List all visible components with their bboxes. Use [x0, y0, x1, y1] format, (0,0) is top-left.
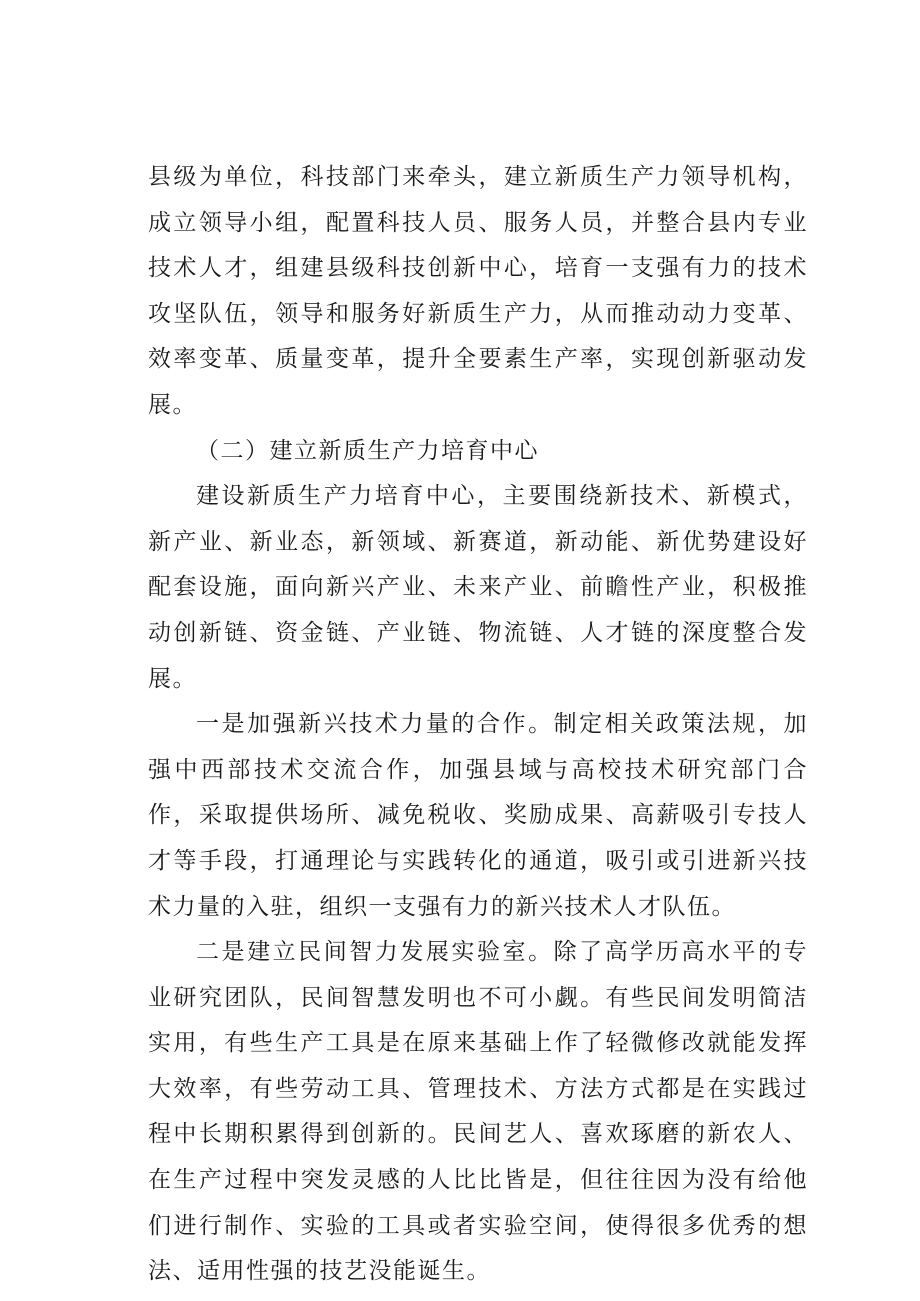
- section-heading: （二）建立新质生产力培育中心: [196, 437, 539, 464]
- paragraph-continued: 县级为单位，科技部门来牵头，建立新质生产力领导机构，成立领导小组，配置科技人员、服务人员，并整合县内专业技术人才，组建县级科技创新中心，培育一支强有力的技术攻坚队伍，领导和服务好新质生产力，从而推动动力变革、效率变革、质量变革，提升全要素生产率，实现创新驱动发展。: [148, 164, 808, 418]
- paragraph-folk-lab: 二是建立民间智力发展实验室。除了高学历高水平的专业研究团队，民间智慧发明也不可小觑。有些民间发明简洁实用，有些生产工具是在原来基础上作了轻微修改就能发挥大效率，有些劳动工具、管理技术、方法方式都是在实践过程中长期积累得到创新的。民间艺人、喜欢琢磨的新农人、在生产过程中突发灵感的人比比皆是，但往往因为没有给他们进行制作、实验的工具或者实验空间，使得很多优秀的想法、适用性强的技艺没能诞生。: [148, 939, 808, 1285]
- document-body: [148, 155, 808, 1295]
- paragraph-cultivation-center: 建设新质生产力培育中心，主要围绕新技术、新模式，新产业、新业态，新领域、新赛道，新动能、新优势建设好配套设施，面向新兴产业、未来产业、前瞻性产业，积极推动创新链、资金链、产业链、物流链、人才链的深度整合发展。: [148, 483, 808, 692]
- paragraph-emerging-tech: 一是加强新兴技术力量的合作。制定相关政策法规，加强中西部技术交流合作，加强县域与高校技术研究部门合作，采取提供场所、减免税收、奖励成果、高薪吸引专技人才等手段，打通理论与实践转化的通道，吸引或引进新兴技术力量的入驻，组织一支强有力的新兴技术人才队伍。: [148, 711, 808, 920]
